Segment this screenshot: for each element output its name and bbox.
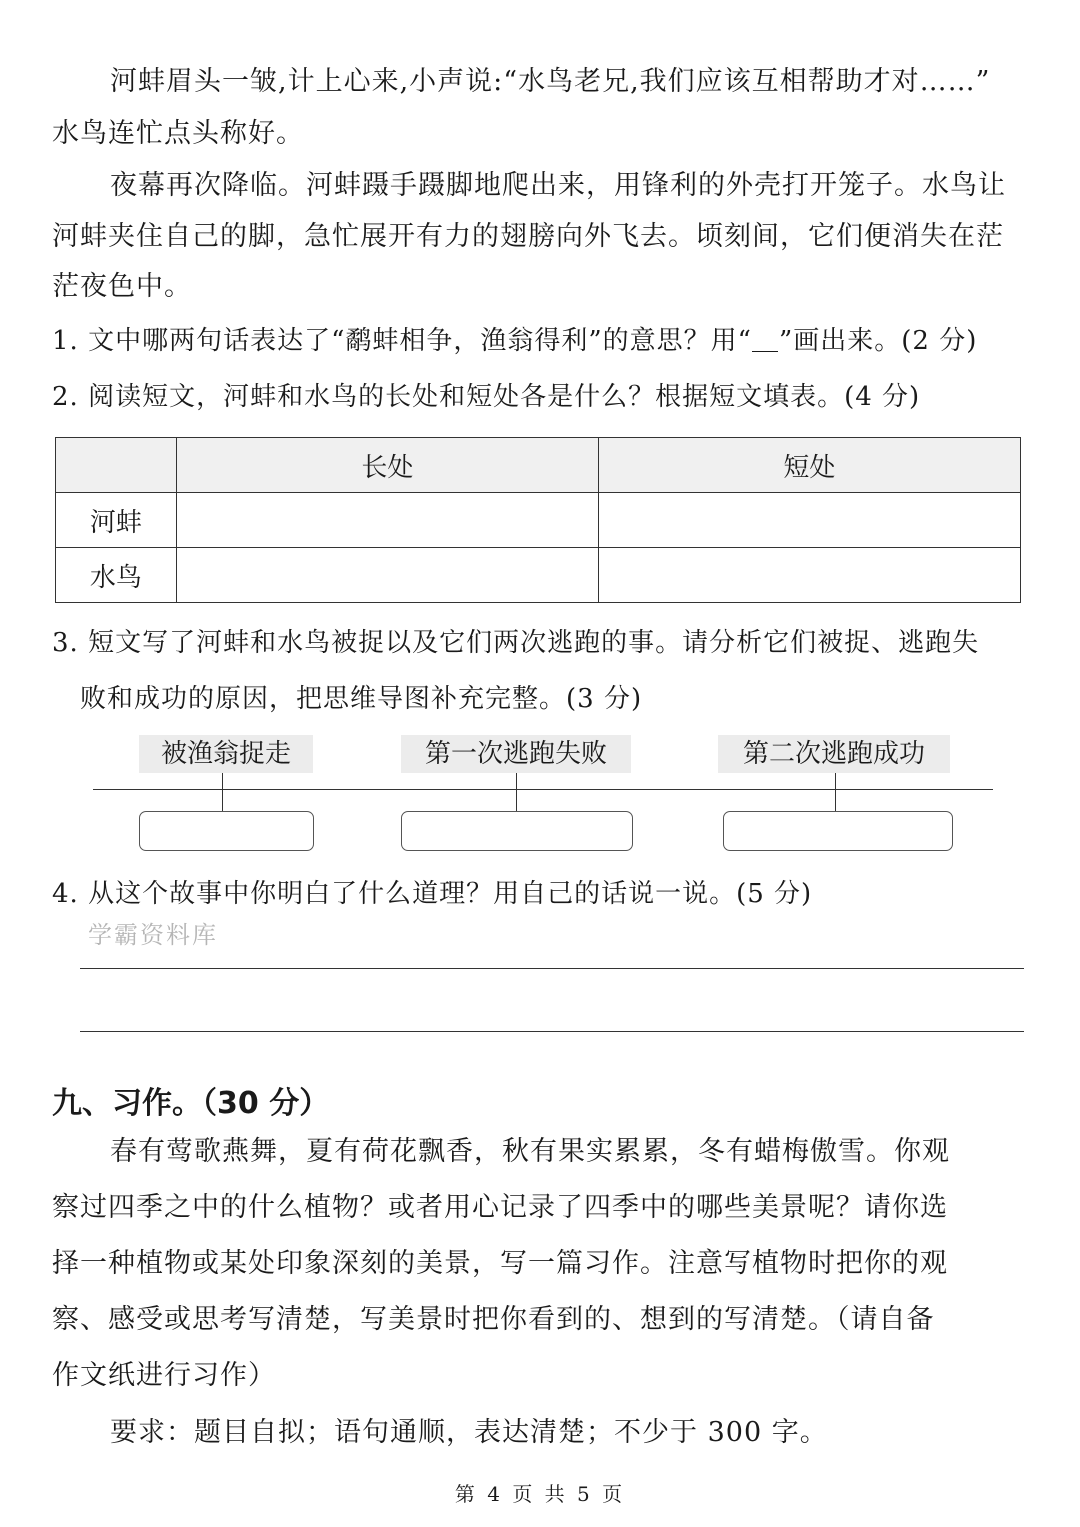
mindmap-axis: [93, 789, 993, 790]
essay-prompt-line: 察、感受或思考写清楚，写美景时把你看到的、想到的写清楚。（请自备: [52, 1304, 935, 1335]
table-row-label: 水鸟: [56, 548, 177, 603]
passage-line: 茫夜色中。: [52, 271, 192, 302]
passage-line: 水鸟连忙点头称好。: [52, 118, 304, 149]
question-1: 1. 文中哪两句话表达了“鹬蚌相争，渔翁得利”的意思？用“＿”画出来。(2 分): [52, 326, 978, 356]
mindmap-node: 第一次逃跑失败: [401, 735, 631, 773]
table-row-label: 河蚌: [56, 493, 177, 548]
passage-line: 河蚌夹住自己的脚，急忙展开有力的翅膀向外飞去。顷刻间，它们便消失在茫: [52, 221, 1004, 252]
watermark: 学霸资料库: [88, 921, 218, 949]
section-title: 九、习作。（30 分）: [52, 1086, 330, 1121]
table-header-cell: [56, 438, 177, 493]
answer-line[interactable]: [80, 968, 1024, 969]
essay-requirement: 要求：题目自拟；语句通顺，表达清楚；不少于 300 字。: [110, 1417, 828, 1448]
mindmap-node: 被渔翁捉走: [139, 735, 313, 773]
table-header-cell: 长处: [176, 438, 598, 493]
essay-prompt-line: 察过四季之中的什么植物？或者用心记录了四季中的哪些美景呢？请你选: [52, 1192, 948, 1223]
mindmap-answer-box[interactable]: [401, 811, 633, 851]
weakness-answer-cell[interactable]: [598, 548, 1020, 603]
passage-line: 河蚌眉头一皱,计上心来,小声说:“水鸟老兄,我们应该互相帮助才对……”: [110, 66, 991, 97]
question-3-cont: 败和成功的原因，把思维导图补充完整。(3 分): [80, 684, 643, 714]
mindmap-answer-box[interactable]: [139, 811, 314, 851]
page-number: 第 4 页 共 5 页: [454, 1482, 626, 1506]
answer-line[interactable]: [80, 1031, 1024, 1032]
essay-prompt-line: 春有莺歌燕舞，夏有荷花飘香，秋有果实累累，冬有蜡梅傲雪。你观: [110, 1136, 950, 1167]
strength-answer-cell[interactable]: [176, 548, 598, 603]
question-2: 2. 阅读短文，河蚌和水鸟的长处和短处各是什么？根据短文填表。(4 分): [52, 382, 921, 412]
mindmap-connector: [835, 773, 836, 811]
mindmap-node: 第二次逃跑成功: [718, 735, 950, 773]
mindmap-connector: [516, 773, 517, 811]
mindmap-answer-box[interactable]: [723, 811, 953, 851]
table-row: [56, 548, 1021, 603]
question-4: 4. 从这个故事中你明白了什么道理？用自己的话说一说。(5 分): [52, 879, 813, 909]
mindmap-connector: [222, 773, 223, 811]
table-header-row: [56, 438, 1021, 493]
answer-table: [55, 437, 1021, 603]
table-row: [56, 493, 1021, 548]
weakness-answer-cell[interactable]: [598, 493, 1020, 548]
passage-line: 夜幕再次降临。河蚌蹑手蹑脚地爬出来，用锋利的外壳打开笼子。水鸟让: [110, 170, 1006, 201]
strength-answer-cell[interactable]: [176, 493, 598, 548]
essay-prompt-line: 择一种植物或某处印象深刻的美景，写一篇习作。注意写植物时把你的观: [52, 1248, 948, 1279]
question-3: 3. 短文写了河蚌和水鸟被捉以及它们两次逃跑的事。请分析它们被捉、逃跑失: [52, 628, 980, 658]
essay-prompt-line: 作文纸进行习作）: [52, 1360, 276, 1391]
table-header-cell: 短处: [598, 438, 1020, 493]
